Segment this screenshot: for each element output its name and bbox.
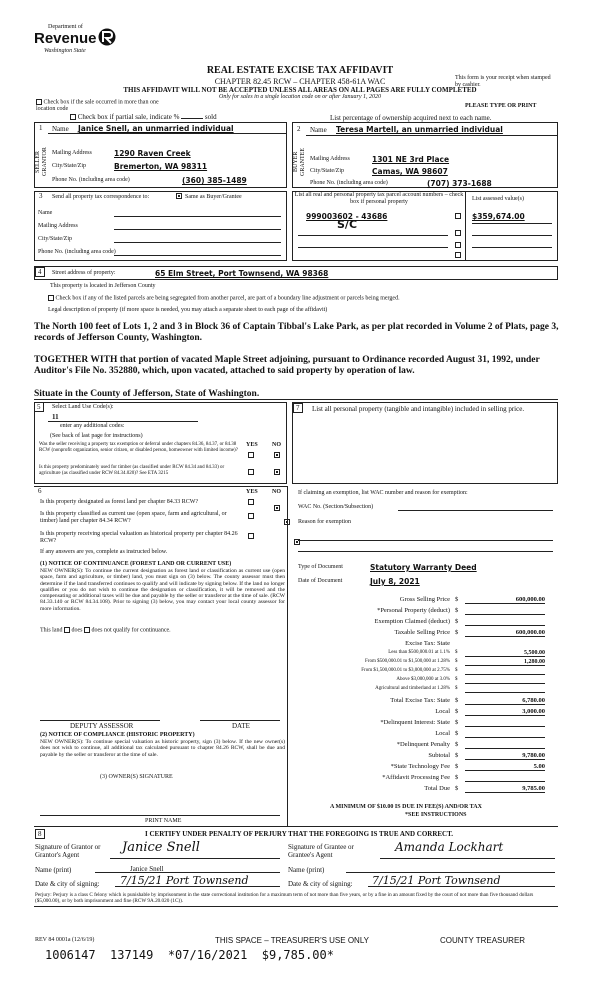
pct-ownership-note: List percentage of ownership acquired next to each name. <box>330 114 492 122</box>
correspondence-label: Send all property tax correspondence to: <box>52 194 150 200</box>
form-chapter: CHAPTER 82.45 RCW – CHAPTER 458-61A WAC <box>214 77 386 86</box>
buyer-phone[interactable]: (707) 373-1688 <box>427 179 492 188</box>
notice2-text: NEW OWNER(S): To continue special valuation as historic property, sign (3) below. If the new owner(s) does not wish to continue, all additional tax calculated pursuant to chapter 84.26 RCW, shall be due and payable by the seller or transferor at the time of sale. <box>40 739 285 758</box>
local-value[interactable]: 3,000.00 <box>465 708 545 716</box>
minimum-note: A MINIMUM OF $10.00 IS DUE IN FEE(S) AND/OR TAX <box>330 804 482 810</box>
owner-signature-label: (3) OWNER(S) SIGNATURE <box>100 774 173 780</box>
parcels-header: List all real and personal property tax parcel account numbers – check box if personal property <box>294 192 464 205</box>
section8-number: 8 <box>35 829 45 839</box>
buyer-side-label: BUYER GRANTEE <box>293 148 306 176</box>
tier4-label: Above $3,000,000 at 3.0% <box>396 677 450 682</box>
grantor-date-label: Date & city of signing: <box>35 880 100 888</box>
legal-desc-label: Legal description of property (if more space is needed, you may attach a separate sheet to each page of the affidavit) <box>48 307 328 313</box>
continuance-row <box>40 627 290 634</box>
corr-name-label: Name <box>38 210 53 216</box>
grantee-date-city[interactable]: 7/15/21 Port Townsend <box>372 874 501 887</box>
deputy-date-label: DATE <box>232 722 250 730</box>
correspondence-section <box>34 191 287 261</box>
notice1-text: NEW OWNER(S): To continue the current designation as forest land or classification as current use (open space, farm and agriculture, or timber) land, you must sign on (3) below. The county assessor must then determine if the land transferred continues to qualify and will indicate by signing below. If the land no longer qualifies or you do not wish to continue the designation or classification, it will be removed and the compensating or additional taxes will be due and payable by the seller or transferor at the time of sale. (RCW 84.33.140 or RCW 84.34.108). Prior to signing (3) below, you may contact your local county assessor for more information. <box>40 568 285 612</box>
gross-value[interactable]: 600,000.00 <box>465 596 545 604</box>
grantor-sig-label: Signature of Grantor or Grantor's Agent <box>35 843 101 859</box>
this-land-label: This land <box>40 627 63 634</box>
seller-section-number: 1 <box>39 124 43 132</box>
buyer-phone-label: Phone No. (including area code) <box>310 180 388 186</box>
land-use-label: Select Land Use Code(s): <box>52 404 114 410</box>
reason-label: Reason for exemption <box>298 519 351 525</box>
grantor-name[interactable]: Janice Snell <box>130 865 164 873</box>
corr-city-label: City/State/Zip <box>38 236 72 242</box>
s6-question-2: Is this property classified as current use (open space, farm and agricultural, or timber) land per chapter 84.34 RCW? <box>40 511 227 524</box>
tech-row: *State Technology Fee $ 5.00 <box>390 763 545 770</box>
excise-label: Excise Tax: State <box>405 640 450 647</box>
s6-q1-no[interactable] <box>274 505 280 511</box>
tier1-label: Less than $500,000.01 at 1.1% <box>388 650 450 655</box>
legal-description-3: Situate in the County of Jefferson, State of Washington. <box>34 389 260 399</box>
subtotal-label: Subtotal <box>428 752 450 759</box>
tech-value[interactable]: 5.00 <box>465 763 545 771</box>
affidavit-value[interactable] <box>465 774 545 782</box>
notice1-title: (1) NOTICE OF CONTINUANCE (FOREST LAND OR CURRENT USE) <box>40 561 232 567</box>
dept-state: Washington State <box>44 48 86 54</box>
exempt-label: Exemption Claimed (deduct) <box>374 618 450 625</box>
please-type: PLEASE TYPE OR PRINT <box>465 103 537 109</box>
parcel-handwritten-sc: S/C <box>337 218 358 231</box>
local-row: Local $ 3,000.00 <box>435 708 545 715</box>
does-not-label: does not qualify for continuance. <box>91 627 171 634</box>
see-instructions: *SEE INSTRUCTIONS <box>405 812 467 818</box>
treasurer-stamp: 1006147 137149 *07/16/2021 $9,785.00* <box>45 948 334 962</box>
deputy-assessor-label: DEPUTY ASSESSOR <box>70 722 134 730</box>
perjury-notice: Perjury: Perjury is a class C felony which is punishable by imprisonment in the state correctional institution for a maximum term of not more than five years, or by a fine in an amount fixed by the court of not more than five thousand dollars ($5,000.00), or by both imprisonment and fine (RCW 9A.20.020 (1C)). <box>35 892 534 904</box>
form-only-for: Only for sales in a single location code on or after January 1, 2020 <box>219 94 381 100</box>
seller-section <box>34 122 287 188</box>
section7-box <box>292 402 558 484</box>
parcels-section <box>292 191 558 261</box>
buyer-name-label: Name <box>310 126 327 134</box>
exemption-label: If claiming an exemption, list WAC number and reason for exemption: <box>298 490 468 496</box>
section7-number: 7 <box>293 403 303 413</box>
seller-city-label: City/State/Zip <box>52 163 86 169</box>
print-name-label: PRINT NAME <box>145 818 182 824</box>
delinq-pen-label: *Delinquent Penalty <box>396 741 450 748</box>
buyer-section <box>292 122 558 188</box>
buyer-address-label: Mailing Address <box>310 156 350 162</box>
delinq-int-label: *Delinquent Interest: State <box>380 719 450 726</box>
s6-q1-yes[interactable] <box>248 499 254 505</box>
s6-yes-header: YES <box>246 489 258 495</box>
parcel-3-checkbox[interactable] <box>455 242 461 248</box>
personal-row: *Personal Property (deduct) $ <box>325 607 545 616</box>
tier3-label: From $1,500,000.01 to $3,000,000 at 2.75% <box>361 668 450 673</box>
local2-value[interactable] <box>465 730 545 738</box>
partial-sale-label: Check box if partial sale, indicate % <box>77 113 180 121</box>
s6-question-1: Is this property designated as forest land per chapter 84.33 RCW? <box>40 499 199 505</box>
delinq-pen-value[interactable] <box>465 741 545 749</box>
same-as-buyer-label: Same as Buyer/Grantee <box>185 194 242 200</box>
buyer-city[interactable]: Camas, WA 98607 <box>372 167 448 176</box>
s6-no-header: NO <box>272 489 281 495</box>
grantee-sig-label: Signature of Grantee or Grantee's Agent <box>288 843 354 859</box>
seller-address[interactable]: 1290 Raven Creek <box>114 149 191 158</box>
corr-mailing-label: Mailing Address <box>38 223 78 229</box>
seller-side-label: SELLER GRANTOR <box>35 147 48 177</box>
partial-sale-checkbox[interactable] <box>70 114 76 120</box>
revenue-logo-icon <box>98 26 116 48</box>
treasurer-space: THIS SPACE – TREASURER'S USE ONLY <box>215 936 370 945</box>
buyer-city-label: City/State/Zip <box>310 168 344 174</box>
delinq-pen-row: *Delinquent Penalty $ <box>325 741 545 750</box>
dept-logo <box>34 22 114 62</box>
taxable-row: Taxable Selling Price $ 600,000.00 <box>394 629 545 636</box>
subtotal-value[interactable]: 9,780.00 <box>465 752 545 760</box>
parcel-4-checkbox[interactable] <box>455 252 461 258</box>
sold-label: sold <box>204 113 217 121</box>
parcel-1-checkbox[interactable] <box>455 213 461 219</box>
does-label: does <box>71 627 83 634</box>
local-label: Local <box>435 708 450 715</box>
grantee-signature[interactable]: Amanda Lockhart <box>395 840 504 854</box>
certify-statement: I CERTIFY UNDER PENALTY OF PERJURY THAT THE FOREGOING IS TRUE AND CORRECT. <box>145 830 454 838</box>
assessed-value-header: List assessed value(s) <box>472 196 524 202</box>
personal-value[interactable] <box>465 607 545 615</box>
parcel-2-checkbox[interactable] <box>455 230 461 236</box>
agri-row: Agricultural and timberland at 1.28% $ <box>325 686 545 695</box>
tech-label: *State Technology Fee <box>390 763 450 770</box>
seller-address-label: Mailing Address <box>52 150 92 156</box>
doc-date-label: Date of Document <box>298 578 343 584</box>
doc-type[interactable]: Statutory Warranty Deed <box>370 563 477 572</box>
exempt-row: Exemption Claimed (deduct) $ <box>325 618 545 627</box>
affidavit-label: *Affidavit Processing Fee <box>382 774 450 781</box>
notice2-title: (2) NOTICE OF COMPLIANCE (HISTORIC PROPERTY) <box>40 732 195 738</box>
section5-number: 5 <box>34 402 44 412</box>
taxable-value[interactable]: 600,000.00 <box>465 629 545 637</box>
delinq-int-row: *Delinquent Interest: State $ <box>325 719 545 728</box>
section7-label: List all personal property (tangible and intangible) included in selling price. <box>312 405 525 413</box>
doc-date[interactable]: July 8, 2021 <box>370 577 420 586</box>
s5-q1-yes[interactable] <box>248 452 254 458</box>
seller-name-label: Name <box>52 125 69 133</box>
seller-name[interactable]: Janice Snell, an unmarried individual <box>78 124 234 133</box>
affidavit-row: *Affidavit Processing Fee $ <box>325 774 545 783</box>
segregated-label: Check box if any of the listed parcels are being segregated from another parcel, are part of a boundary line adjustment or parcels being merged. <box>55 295 400 302</box>
see-back-note: (See back of last page for instructions) <box>50 433 143 439</box>
parcel-assessed-value[interactable]: $359,674.00 <box>472 212 525 221</box>
personal-label: *Personal Property (deduct) <box>377 607 450 614</box>
doc-type-label: Type of Document <box>298 564 343 570</box>
s5-q2-no[interactable] <box>274 469 280 475</box>
tier4-row: Above $3,000,000 at 3.0% $ <box>325 677 545 686</box>
total-due-value[interactable]: 9,785.00 <box>465 785 545 793</box>
s6-q3-yes[interactable] <box>248 533 254 539</box>
s6-if-any: If any answers are yes, complete as instructed below. <box>40 549 168 555</box>
tier3-row: From $1,500,000.01 to $3,000,000 at 2.75% $ <box>325 668 545 677</box>
additional-codes-label: enter any additional codes: <box>60 423 125 429</box>
land-use-code[interactable]: 11 <box>52 413 59 421</box>
s6-question-3: Is this property receiving special valuation as historical property per chapter 84.26 RCW? <box>40 531 238 544</box>
street-label: Street address of property: <box>52 270 116 276</box>
property-section-number: 4 <box>35 267 45 277</box>
exempt-value[interactable] <box>465 618 545 626</box>
grantor-name-label: Name (print) <box>35 866 72 874</box>
gross-row: Gross Selling Price $ 600,000.00 <box>399 596 545 603</box>
property-street[interactable]: 65 Elm Street, Port Townsend, WA 98368 <box>155 269 329 278</box>
tier1-row: Less than $500,000.01 at 1.1% $ 5,500.00 <box>388 650 545 656</box>
multi-location-label: Check box if the sale occurred in more than one location code <box>36 99 159 113</box>
total-excise-row: Total Excise Tax: State $ 6,780.00 <box>390 697 545 704</box>
rev-number: REV 84 0001a (12/6/19) <box>35 937 95 943</box>
does-checkbox[interactable] <box>64 627 70 633</box>
buyer-name[interactable]: Teresa Martell, an unmarried individual <box>336 125 503 134</box>
county-line: This property is located in Jefferson County <box>50 283 156 289</box>
tier2-value[interactable]: 1,280.00 <box>465 659 545 666</box>
tier4-value[interactable] <box>465 677 545 684</box>
dept-line: Department of <box>48 24 83 30</box>
form-warning: THIS AFFIDAVIT WILL NOT BE ACCEPTED UNLESS ALL AREAS ON ALL PAGES ARE FULLY COMPLETED <box>123 86 477 94</box>
grantee-name-label: Name (print) <box>288 866 325 874</box>
form-title: REAL ESTATE EXCISE TAX AFFIDAVIT <box>206 65 394 76</box>
tier2-label: From $500,000.01 to $1,500,000 at 1.28% <box>365 659 450 664</box>
same-as-buyer-checkbox[interactable] <box>176 193 182 199</box>
segregated-checkbox[interactable] <box>48 295 54 301</box>
seller-phone[interactable]: (360) 385-1489 <box>182 176 247 185</box>
seller-city[interactable]: Bremerton, WA 98311 <box>114 162 208 171</box>
legal-description-2: TOGETHER WITH that portion of vacated Maple Street adjoining, pursuant to Ordinance recorded August 31, 1992, under Auditor's File No. 352880, which, upon vacated, attached to said property by operation of law. <box>34 355 540 376</box>
gross-label: Gross Selling Price <box>399 596 450 603</box>
grantor-signature[interactable]: Janice Snell <box>122 840 200 855</box>
s5-yes-header: YES <box>246 442 258 448</box>
buyer-section-number: 2 <box>297 125 301 133</box>
section6-number: 6 <box>38 487 42 495</box>
county-treasurer: COUNTY TREASURER <box>440 936 526 945</box>
does-not-checkbox[interactable] <box>84 627 90 633</box>
tier1-value[interactable]: 5,500.00 <box>465 650 545 657</box>
agri-label: Agricultural and timberland at 1.28% <box>375 686 450 691</box>
buyer-address[interactable]: 1301 NE 3rd Place <box>372 155 450 164</box>
total-due-label: Total Due <box>424 785 450 792</box>
parcel-number[interactable]: 999003602 - 43686 <box>306 212 388 221</box>
s6-q2-yes[interactable] <box>248 513 254 519</box>
tier3-value[interactable] <box>465 668 545 675</box>
tier2-row: From $500,000.01 to $1,500,000 at 1.28% $ 1,280.00 <box>365 659 545 665</box>
legal-description-1: The North 100 feet of Lots 1, 2 and 3 in Block 36 of Captain Tibbal's Lake Park, as per plat recorded in Volume 2 of Plats, page 3, records of Jefferson County, Washington. <box>34 322 559 343</box>
multi-location-check[interactable] <box>36 99 166 113</box>
total-due-row: Total Due $ 9,785.00 <box>424 785 545 792</box>
correspondence-number: 3 <box>39 192 43 200</box>
total-excise-label: Total Excise Tax: State <box>390 697 450 704</box>
seller-phone-label: Phone No. (including area code) <box>52 177 130 183</box>
section5 <box>34 402 287 484</box>
s5-q2-yes[interactable] <box>248 469 254 475</box>
dept-name: Revenue <box>34 30 97 47</box>
wac-label: WAC No. (Section/Subsection) <box>298 504 374 510</box>
local2-row: Local $ <box>325 730 545 739</box>
s5-no-header: NO <box>272 442 281 448</box>
partial-sale-row[interactable] <box>70 113 270 121</box>
multi-location-checkbox[interactable] <box>36 99 42 105</box>
agri-value[interactable] <box>465 686 545 693</box>
s5-question-1: Was the seller receiving a property tax exemption or deferral under chapters 84.36, 84.37, or 84.38 RCW (nonprofit organization, senior citizen, or disabled person, homeowner with limited income)? <box>39 442 238 453</box>
grantor-date-city[interactable]: 7/15/21 Port Townsend <box>120 874 249 887</box>
total-excise-value[interactable]: 6,780.00 <box>465 697 545 705</box>
receipt-note: This form is your receipt when stamped by cashier. <box>455 75 551 88</box>
corr-phone-label: Phone No. (including area code) <box>38 249 116 255</box>
s5-question-2: Is this property predominately used for timber (as classified under RCW 84.34 and 84.33) or agriculture (as classified under RCW 84.34.020)? See ETA 3215 <box>39 465 225 476</box>
s5-q1-no[interactable] <box>274 452 280 458</box>
local2-label: Local <box>435 730 450 737</box>
delinq-int-value[interactable] <box>465 719 545 727</box>
excise-header-row <box>325 640 545 649</box>
segregated-row[interactable] <box>48 295 558 302</box>
subtotal-row: Subtotal $ 9,780.00 <box>428 752 545 759</box>
taxable-label: Taxable Selling Price <box>394 629 450 636</box>
grantee-date-label: Date & city of signing: <box>288 880 353 888</box>
